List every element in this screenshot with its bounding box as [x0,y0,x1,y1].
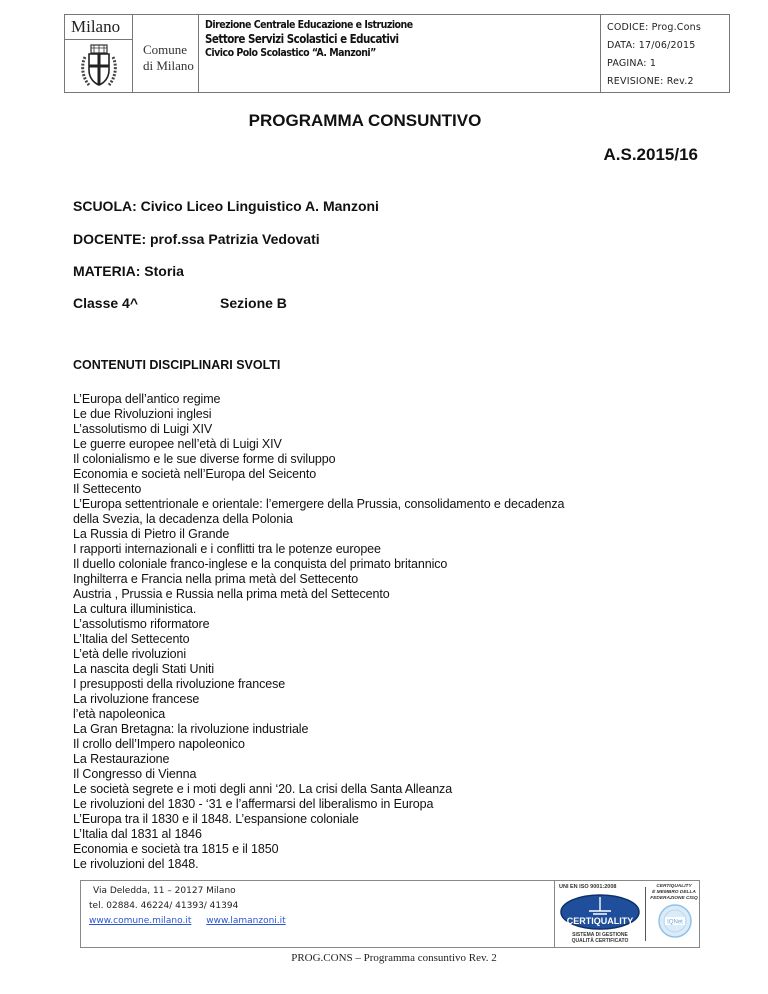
topic-item: Il duello coloniale franco-inglese e la conquista del primato britannico [73,557,448,571]
topics-list [73,392,564,872]
document-footer-text: PROG.CONS – Programma consuntivo Rev. 2 [291,952,497,964]
link-lamanzoni[interactable]: www.lamanzoni.it [206,916,286,926]
link-comune-milano[interactable]: www.comune.milano.it [89,916,192,926]
meta-codice: CODICE: Prog.Cons [607,22,702,33]
topic-item: L’Europa settentrionale e orientale: l’emergere della Prussia, consolidamento e decadenza [73,497,565,511]
quality-line-2: QUALITÀ CERTIFICATO [571,938,629,944]
topic-item: Le due Rivoluzioni inglesi [73,407,212,421]
iqnet-logo-icon [658,904,692,938]
topic-item: Le rivoluzioni del 1830 - ‘31 e l’affermarsi del liberalismo in Europa [73,797,434,811]
class-field: Classe 4^ [73,295,138,311]
topic-item: Il Congresso di Vienna [73,767,197,781]
topic-item: Economia e società tra 1815 e il 1850 [73,842,279,856]
cisq-line-2: È MEMBRO DELLA [652,890,696,895]
topic-item: I rapporti internazionali e i conflitti tra le potenze europee [73,542,381,556]
topic-item: Economia e società nell’Europa del Seicento [73,467,317,481]
subject-field: MATERIA: Storia [73,263,184,279]
section-field: Sezione B [220,295,287,311]
page-title-text: PROGRAMMA CONSUNTIVO [248,111,482,130]
contact-info [89,884,298,929]
topic-item: Le guerre europee nell’età di Luigi XIV [73,437,282,451]
certification-badge [554,881,700,947]
topic-item: L’Italia del Settecento [73,632,190,646]
cisq-member-label [649,884,699,902]
org-sector: Settore Servizi Scolastici e Educativi [205,32,399,46]
quality-system-label [567,932,633,944]
topic-item: Il colonialismo e le sue diverse forme di sviluppo [73,452,336,466]
topic-item: La rivoluzione francese [73,692,200,706]
topic-item: l’età napoleonica [73,707,166,721]
footer-box [80,880,700,948]
topic-item: La Gran Bretagna: la rivoluzione industriale [73,722,309,736]
cisq-line-3: FEDERAZIONE CISQ [650,896,698,901]
iso-label: UNI EN ISO 9001:2008 [559,884,617,890]
organization-cell [199,15,601,92]
topic-item: della Svezia, la decadenza della Polonia [73,512,293,526]
topic-item: La cultura illuministica. [73,602,197,616]
topic-item: Inghilterra e Francia nella prima metà del Settecento [73,572,359,586]
org-school-pole: Civico Polo Scolastico “A. Manzoni” [205,46,376,59]
comune-logo-cell [133,15,199,92]
school-year: A.S.2015/16 [603,145,698,164]
cert-divider [645,887,646,941]
topic-item: Le rivoluzioni del 1848. [73,857,199,871]
page-title [0,111,768,131]
topic-item: L’assolutismo riformatore [73,617,210,631]
comune-line-2: di Milano [143,58,194,73]
topic-item: I presupposti della rivoluzione francese [73,677,286,691]
document-header [64,14,730,93]
comune-line-1: Comune [143,42,188,57]
quality-line-1: SISTEMA DI GESTIONE [572,932,628,938]
document-meta-cell [601,15,729,92]
topic-item: L’Italia dal 1831 al 1846 [73,827,202,841]
topic-item: L’Europa tra il 1830 e il 1848. L’espansione coloniale [73,812,359,826]
org-direction: Direzione Centrale Educazione e Istruzione [205,18,413,31]
topic-item: La Russia di Pietro il Grande [73,527,230,541]
meta-data: DATA: 17/06/2015 [607,40,696,51]
certiquality-logo-icon [559,893,641,931]
comune-label [143,42,194,74]
school-field: SCUOLA: Civico Liceo Linguistico A. Manzoni [73,198,379,214]
topic-item: Il Settecento [73,482,142,496]
topic-item: L’Europa dell’antico regime [73,392,221,406]
cisq-line-1: CERTIQUALITY [656,884,692,889]
meta-pagina: PAGINA: 1 [607,58,657,69]
meta-revisione: REVISIONE: Rev.2 [607,76,694,87]
document-footer [0,952,768,964]
topic-item: Austria , Prussia e Russia nella prima metà del Settecento [73,587,390,601]
contents-heading: CONTENUTI DISCIPLINARI SVOLTI [73,358,281,372]
topic-item: La Restaurazione [73,752,170,766]
topic-item: L’assolutismo di Luigi XIV [73,422,213,436]
teacher-field: DOCENTE: prof.ssa Patrizia Vedovati [73,231,320,247]
address: Via Deledda, 11 – 20127 Milano [93,886,236,896]
topic-item: L’età delle rivoluzioni [73,647,187,661]
topic-item: Il crollo dell’Impero napoleonico [73,737,245,751]
phone: tel. 02884. 46224/ 41393/ 41394 [89,901,239,911]
topic-item: Le società segrete e i moti degli anni ‘20. La crisi della Santa Alleanza [73,782,453,796]
topic-item: La nascita degli Stati Uniti [73,662,215,676]
iqnet-label: IQNet [667,919,683,926]
milano-logo-cell [65,15,133,92]
city-label: Milano [65,15,132,40]
milano-crest-icon [79,43,119,89]
certiquality-brand: CERTIQUALITY [566,916,634,926]
